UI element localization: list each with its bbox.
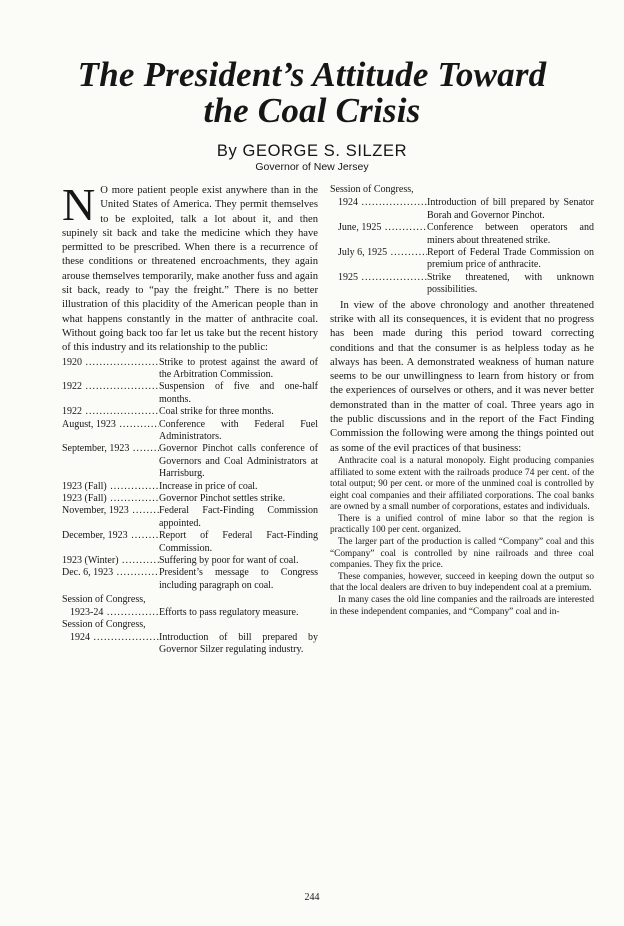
chronology-entry [62, 505, 318, 530]
small-print-paragraph: In many cases the old line companies and the railroads are interested in these independent companies, and “Company” coal and in- [330, 595, 594, 617]
intro-paragraph [62, 179, 318, 356]
chronology-entry [62, 381, 318, 406]
intro-text: O more patient people exist anywhere than in the United States of America. They permit themselves to be exploited, talk a lot about it, and then supinely sit back and take the medicine which they have permitted to be prescribed. When there is a recurrence of these conditions or threatened encroachments, they again arouse themselves temporarily, make another fuss and again sit back, ready to “pay the freight.” There is no better illustration of this placidity of the American people than in what happens constantly in the matter of anthracite coal. Without going back too far let us take but the recent history of this industry and its relationship to the public: [62, 185, 318, 354]
entry-event: Increase in price of coal. [159, 480, 258, 492]
entry-event: President’s message to Congress including paragraph on coal. [159, 567, 318, 591]
entry-event: Conference with Federal Fuel Administrators. [159, 418, 318, 442]
entry-date: 1922 ..... [62, 406, 159, 418]
entry-date: 1920 ..... [62, 357, 159, 382]
entry-event: Efforts to pass regulatory measure. [159, 606, 299, 618]
entry-date: 1923-24 ..... [70, 607, 159, 619]
entry-event: Governor Pinchot calls conference of Governors and Coal Administrators at Harrisburg. [159, 443, 318, 480]
chronology-entry [62, 567, 318, 592]
entry-date: 1924 ..... [338, 197, 427, 222]
entry-date: Dec. 6, 1923 ..... [62, 567, 159, 592]
right-column [330, 184, 594, 618]
small-print-paragraph: The larger part of the production is called “Company” coal and this “Company” coal is controlled by nine railroads and three coal companies. They fix the price. [330, 537, 594, 571]
chronology-entry [62, 632, 318, 657]
entry-date: September, 1923 ..... [62, 443, 159, 480]
chronology-right [330, 197, 594, 296]
entry-date: 1925 ..... [338, 272, 427, 297]
small-print-section [330, 456, 594, 618]
small-print-paragraph: There is a unified control of mine labor so that the region is practically 100 per cent. organized. [330, 513, 594, 536]
entry-date: 1922 ..... [62, 381, 159, 406]
article-title-line-2: the Coal Crisis [203, 91, 421, 130]
chronology-entry [62, 357, 318, 382]
entry-event: Strike to protest against the award of the Arbitration Commission. [159, 356, 318, 380]
entry-event: Coal strike for three months. [159, 406, 274, 418]
entry-date: August, 1923 ..... [62, 419, 159, 444]
chronology-entry [62, 481, 318, 493]
article-title-line-1: The President’s Attitude Toward [77, 55, 547, 94]
chronology-left [62, 357, 318, 593]
chronology-entry [62, 493, 318, 505]
small-print-paragraph: These companies, however, succeed in keeping down the output so that the local dealers are driven to buy independent coal at a premium. [330, 571, 594, 594]
entry-date: July 6, 1925 ..... [338, 247, 427, 272]
session-label: Session of Congress, [330, 184, 414, 195]
entry-date: December, 1923 ..... [62, 530, 159, 555]
entry-event: Strike threatened, with unknown possibilities. [427, 271, 594, 296]
chronology-entry [62, 530, 318, 555]
entry-date: June, 1925 ..... [338, 222, 427, 247]
entry-event: Report of Federal Trade Commission on premium price of anthracite. [427, 247, 594, 271]
author-role: Governor of New Jersey [255, 161, 369, 173]
entry-date: 1923 (Fall) ..... [62, 481, 159, 493]
entry-date: 1923 (Fall) ..... [62, 493, 159, 505]
chronology-entry [62, 419, 318, 444]
session-label: Session of Congress, [62, 619, 146, 631]
entry-date: November, 1923 ..... [62, 505, 159, 530]
chronology-entry [330, 222, 594, 247]
entry-date: 1923 (Winter) ..... [62, 555, 159, 567]
drop-cap: N [62, 179, 96, 230]
left-column [62, 179, 318, 656]
chronology-entry [62, 555, 318, 567]
session-label: Session of Congress, [62, 594, 146, 606]
entry-event: Report of Federal Fact-Finding Commission. [159, 530, 318, 554]
chronology-entry [330, 272, 594, 297]
entry-event: Conference between operators and miners about threatened strike. [427, 222, 594, 246]
page-number: 244 [304, 892, 320, 903]
entry-event: Introduction of bill prepared by Governor Silzer regulating industry. [159, 631, 318, 655]
byline: By GEORGE S. SILZER [216, 142, 408, 160]
entry-event: Suffering by poor for want of coal. [159, 555, 299, 567]
chronology-entry [330, 197, 594, 222]
small-print-paragraph: Anthracite coal is a natural monopoly. Eight producing companies affiliated to some extent with the railroads produce 74 per cent. of the total output; 90 per cent. or more of the unmined coal is controlled by eight coal companies and their affiliated corporations. The coal banks are owned by a small number of corporations, estates and individuals. [330, 455, 594, 513]
chronology-entry [330, 247, 594, 272]
entry-event: Governor Pinchot settles strike. [159, 493, 286, 505]
chronology-entry [62, 406, 318, 418]
body-paragraph: In view of the above chronology and another threatened strike with all its consequences, it is evident that no progress has been made during this period toward correcting conditions and that the consumer is as helpless today as he always has been. A demonstrated weakness of human nature seems to be our unwillingness to learn from history or from the experiences of ourselves or others, and it was never better demonstrated than in the matter of coal. Three years ago in the public discussions and in the report of the Fact Finding Commission the following were among the things pointed out as some of the evil practices of that business: [330, 299, 594, 454]
entry-event: Suspension of five and one-half months. [159, 381, 318, 405]
chronology-entry [62, 607, 318, 619]
entry-event: Federal Fact-Finding Commission appointed. [159, 505, 318, 529]
entry-event: Introduction of bill prepared by Senator Borah and Governor Pinchot. [427, 197, 594, 221]
entry-date: 1924 ..... [70, 632, 159, 657]
chronology-entry [62, 443, 318, 480]
